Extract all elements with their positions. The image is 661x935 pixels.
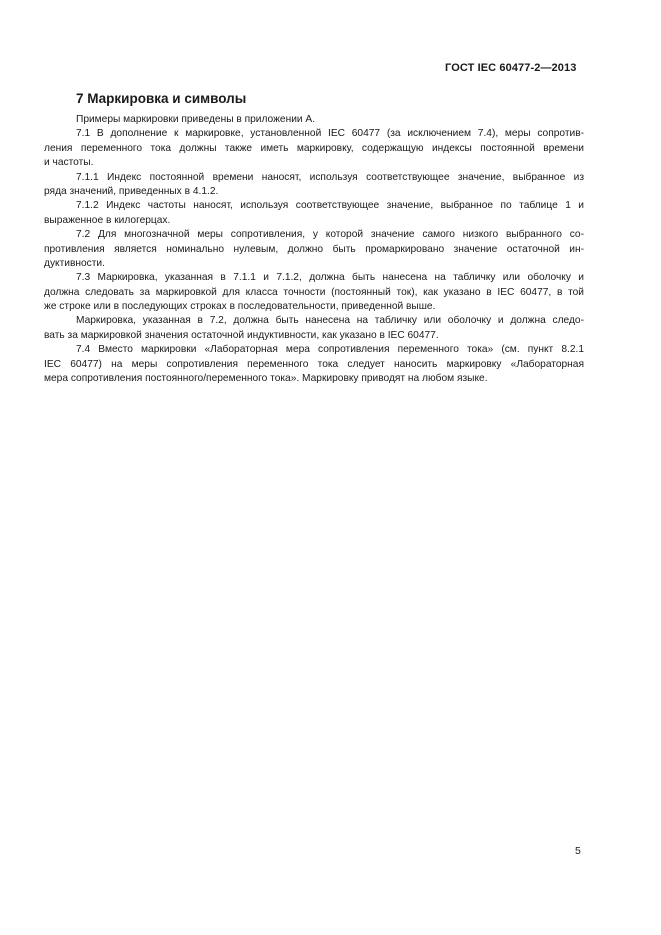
paragraph-line: 7.2 Для многозначной меры сопротивления, у которой значение самого низкого выбранного со- xyxy=(76,229,584,241)
paragraph-line: вать за маркировкой значения остаточной индуктивности, как указано в IEC 60477. xyxy=(44,329,439,341)
paragraph-line: ления переменного тока должны также иметь маркировку, содержащую индексы постоянной времени xyxy=(44,142,584,154)
paragraph-line: Маркировка, указанная в 7.2, должна быть нанесена на табличку или оболочку и должна следо- xyxy=(76,315,584,327)
paragraph-line: 7.3 Маркировка, указанная в 7.1.1 и 7.1.2, должна быть нанесена на табличку или оболочку и xyxy=(76,272,584,284)
section-title: 7 Маркировка и символы xyxy=(76,91,247,106)
paragraph-line: 7.1.1 Индекс постоянной времени наносят, используя соответствующее значение, выбранное из xyxy=(76,171,584,183)
paragraph-line: 7.4 Вместо маркировки «Лабораторная мера сопротивления переменного тока» (см. пункт 8.2.1 xyxy=(76,344,584,356)
paragraph-line: Примеры маркировки приведены в приложении А. xyxy=(76,114,316,125)
paragraph-line: выраженное в килогерцах. xyxy=(44,214,171,226)
page-number: 5 xyxy=(575,845,581,857)
paragraph-line: должна следовать за маркировкой для класса точности (постоянный ток), как указано в IEC 60477, в той xyxy=(44,286,584,298)
paragraph-line: дуктивности. xyxy=(44,257,105,269)
paragraph-line: же строке или в последующих строках в последовательности, приведенной выше. xyxy=(44,301,436,313)
paragraph-line: ряда значений, приведенных в 4.1.2. xyxy=(44,185,219,197)
paragraph-line: мера сопротивления постоянного/переменного тока». Маркировку приводят на любом языке. xyxy=(44,373,488,385)
section-body xyxy=(44,113,584,386)
paragraph-line: и частоты. xyxy=(44,157,94,169)
standard-code-header: ГОСТ IEC 60477-2—2013 xyxy=(445,62,577,74)
paragraph-line: 7.1.2 Индекс частоты наносят, используя соответствующее значение, выбранное по таблице 1 и xyxy=(76,200,584,212)
paragraph-line: 7.1 В дополнение к маркировке, установленной IEC 60477 (за исключением 7.4), меры сопротив- xyxy=(76,128,584,140)
paragraph-line: противления является номинально нулевым, должно быть промаркировано значение остаточной ин- xyxy=(44,243,584,255)
paragraph-line: IEC 60477) на меры сопротивления переменного тока следует наносить маркировку «Лабораторная xyxy=(44,358,584,370)
